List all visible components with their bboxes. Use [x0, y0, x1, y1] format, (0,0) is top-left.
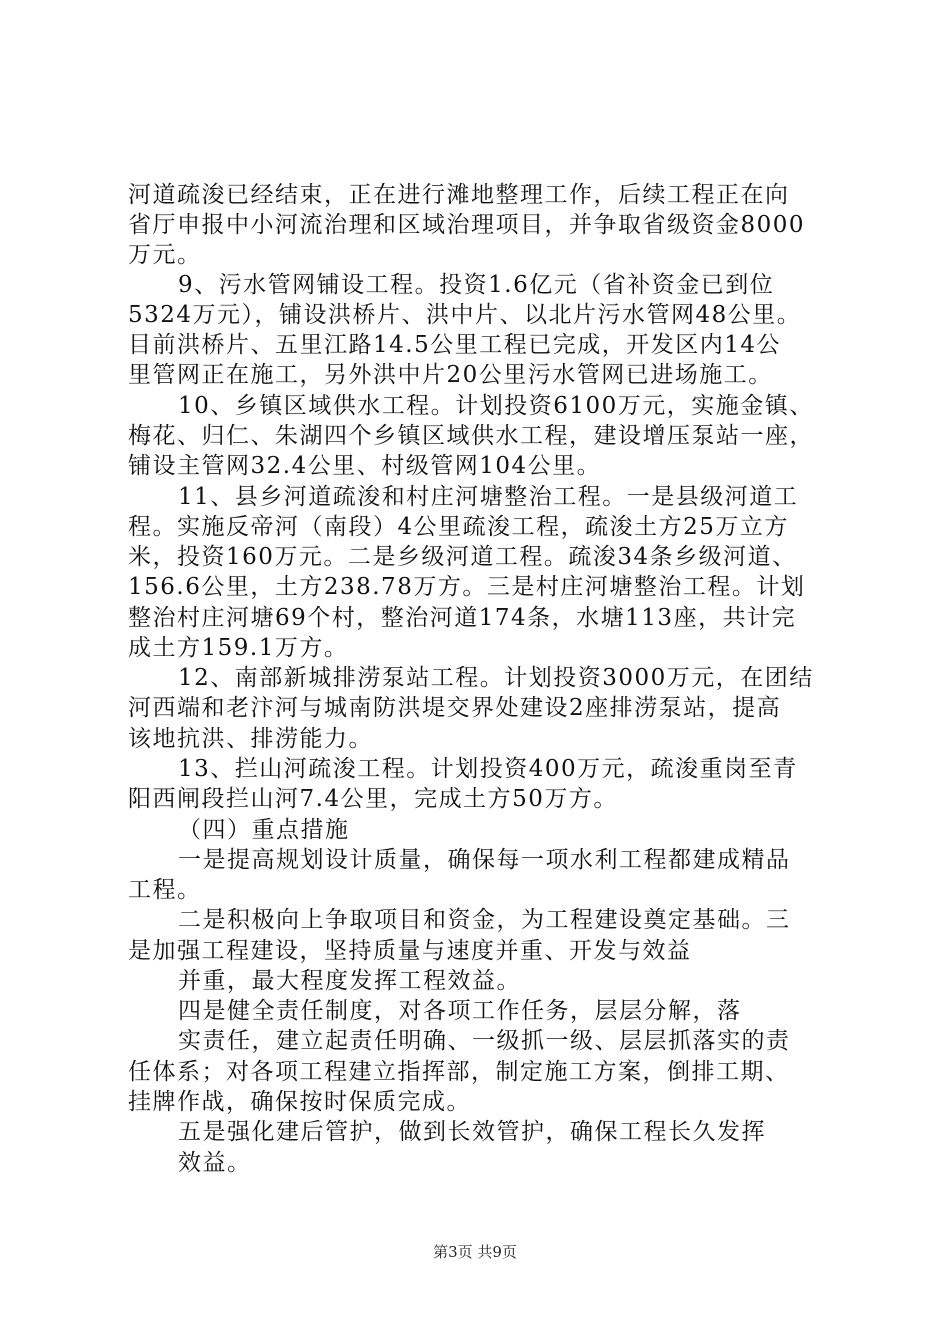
body-line: 12、南部新城排涝泵站工程。计划投资3000万元，在团结 [178, 665, 814, 691]
body-line: 成土方159.1万方。 [128, 635, 349, 661]
body-line: 阳西闸段拦山河7.4公里，完成土方50万方。 [128, 786, 618, 812]
body-line: 5324万元），铺设洪桥片、洪中片、以北片污水管网48公里。 [128, 302, 802, 328]
body-line: 程。实施反帝河（南段）4公里疏浚工程，疏浚土方25万立方 [128, 514, 789, 540]
body-line: 二是积极向上争取项目和资金，为工程建设奠定基础。三 [178, 907, 791, 933]
body-line: 里管网正在施工，另外洪中片20公里污水管网已进场施工。 [128, 362, 773, 388]
body-line: 挂牌作战，确保按时保质完成。 [128, 1089, 471, 1115]
body-line: 156.6公里，土方238.78万方。三是村庄河塘整治工程。计划 [128, 574, 806, 600]
body-line: 梅花、归仁、朱湖四个乡镇区域供水工程，建设增压泵站一座， [128, 423, 814, 449]
body-line: 四是健全责任制度，对各项工作任务，层层分解，落 [178, 998, 742, 1024]
body-line: 一是提高规划设计质量，确保每一项水利工程都建成精品 [178, 847, 791, 873]
body-line: 五是强化建后管护，做到长效管护，确保工程长久发挥 [178, 1119, 766, 1145]
body-line: 河道疏浚已经结束，正在进行滩地整理工作，后续工程正在向 [128, 182, 790, 208]
body-line: 铺设主管网32.4公里、村级管网104公里。 [128, 453, 602, 479]
body-line: 10、乡镇区域供水工程。计划投资6100万元，实施金镇、 [178, 393, 814, 419]
body-line: 实责任，建立起责任明确、一级抓一级、层层抓落实的责 [178, 1028, 791, 1054]
body-line: 13、拦山河疏浚工程。计划投资400万元，疏浚重岗至青 [178, 756, 798, 782]
body-line: 是加强工程建设，坚持质量与速度并重、开发与效益 [128, 938, 692, 964]
body-line: 该地抗洪、排涝能力。 [128, 726, 373, 752]
body-line: 整治村庄河塘69个村，整治河道174条，水塘113座，共计完 [128, 605, 797, 631]
body-line: 效益。 [178, 1150, 252, 1176]
body-line: 目前洪桥片、五里江路14.5公里工程已完成，开发区内14公 [128, 332, 781, 358]
body-line: 9、污水管网铺设工程。投资1.6亿元（省补资金已到位 [178, 272, 775, 298]
body-line: 并重，最大程度发挥工程效益。 [178, 968, 521, 994]
body-line: 任体系；对各项工程建立指挥部，制定施工方案，倒排工期、 [128, 1059, 790, 1085]
body-line: 万元。 [128, 242, 202, 268]
body-line: 米，投资160万元。二是乡级河道工程。疏浚34条乡级河道、 [128, 544, 797, 570]
body-line: 河西端和老汴河与城南防洪堤交界处建设2座排涝泵站，提高 [128, 695, 782, 721]
body-line: 工程。 [128, 877, 202, 903]
body-line: 省厅申报中小河流治理和区域治理项目，并争取省级资金8000 [128, 212, 806, 238]
section-heading: （四）重点措施 [178, 817, 350, 843]
page-footer: 第3页 共9页 [433, 1243, 517, 1261]
body-line: 11、县乡河道疏浚和村庄河塘整治工程。一是县级河道工 [178, 484, 799, 510]
